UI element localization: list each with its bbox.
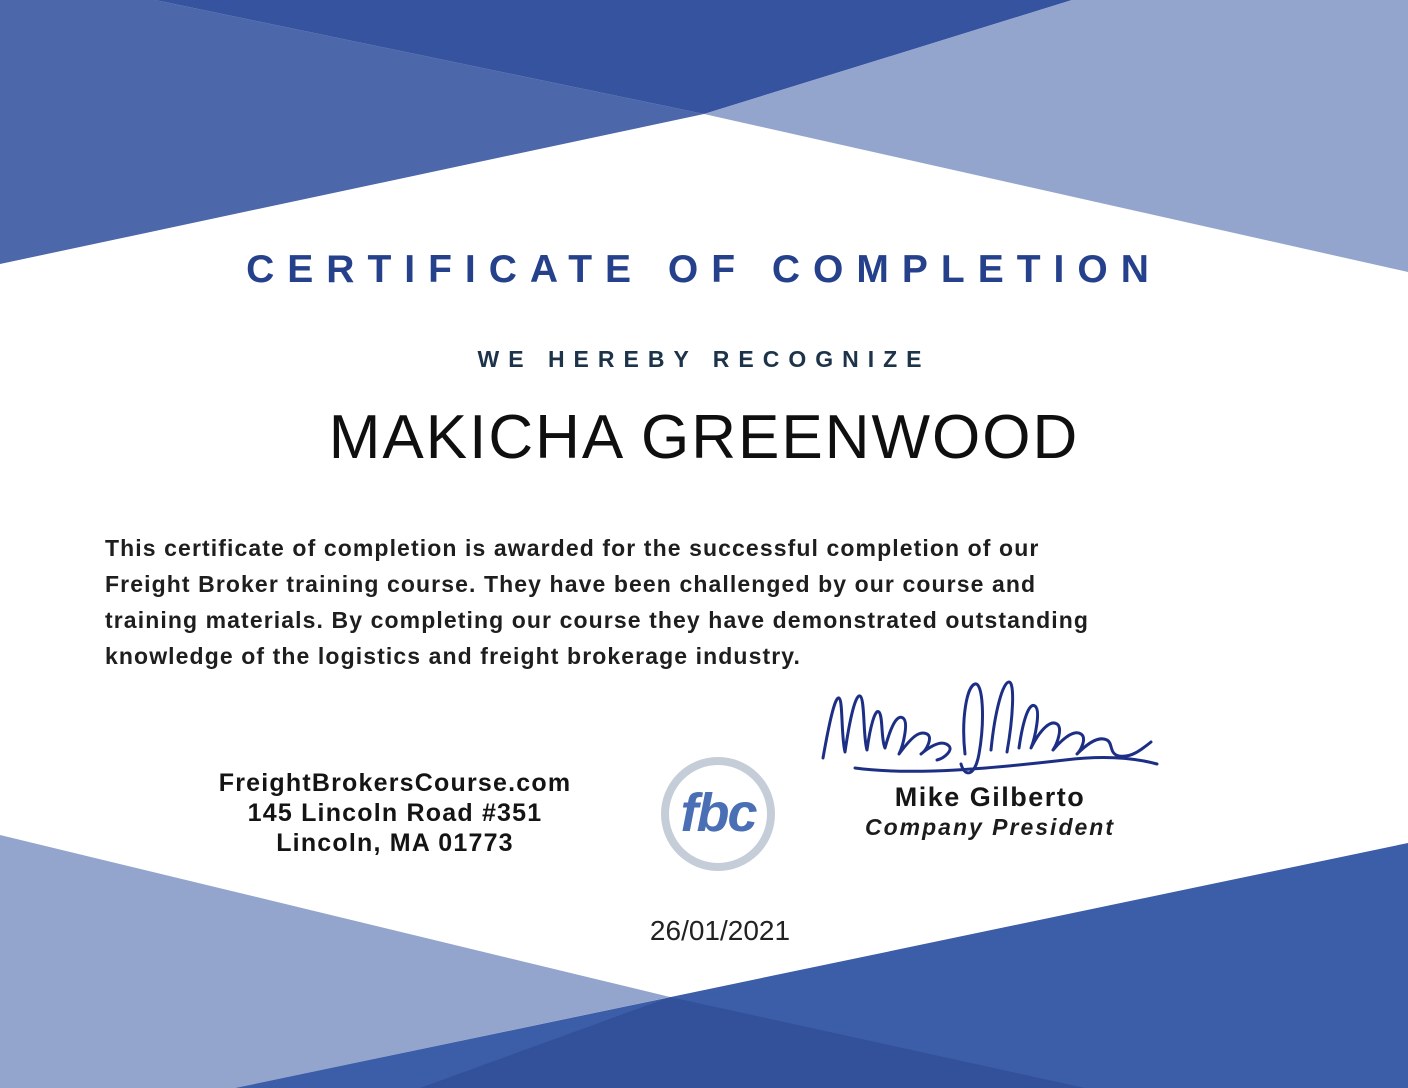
signature-stroke [823,682,1157,773]
issuer-website: FreightBrokersCourse.com [218,769,572,797]
fbc-logo-icon [661,757,775,871]
certificate-title: CERTIFICATE OF COMPLETION [246,248,1162,291]
certificate-date: 26/01/2021 [649,915,791,946]
fbc-logo-text: fbc [680,783,756,843]
body-line: Freight Broker training course. They have been challenged by our course and [105,571,1037,597]
recipient-name: MAKICHA GREENWOOD [328,403,1080,472]
issuer-address-line1: 145 Lincoln Road #351 [247,799,543,827]
signatory-title: Company President [865,814,1115,840]
signature-icon [815,662,1160,792]
body-line: This certificate of completion is awarded for the successful completion of our [105,535,1040,561]
issuer-address-block [180,768,610,858]
signatory-name: Mike Gilberto [894,782,1086,812]
certificate-body [105,530,1315,674]
issuer-address-line2: Lincoln, MA 01773 [276,829,514,857]
certificate-subtitle: WE HEREBY RECOGNIZE [477,346,931,372]
body-line: knowledge of the logistics and freight brokerage industry. [105,643,801,669]
body-line: training materials. By completing our course they have demonstrated outstanding [105,607,1090,633]
